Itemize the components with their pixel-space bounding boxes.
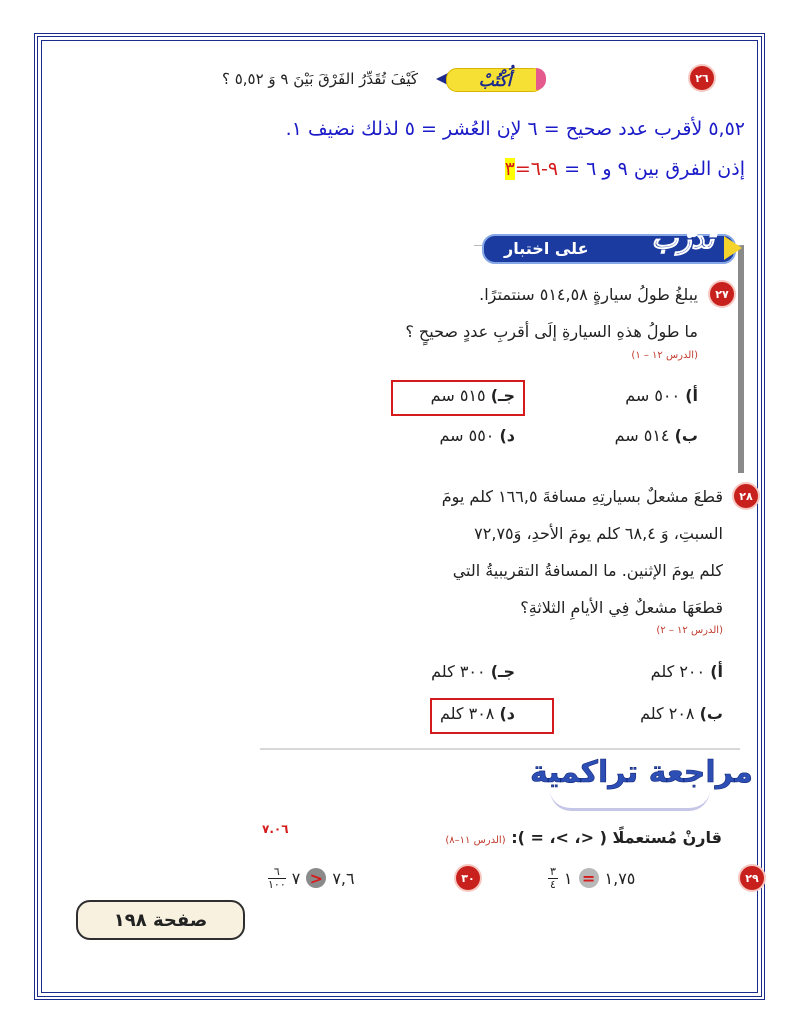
q27-option-d-text: ٥٥٠ سم xyxy=(439,426,495,445)
q30-fraction xyxy=(268,866,286,891)
review-instruction xyxy=(445,828,722,847)
q28-option-c-letter: جـ) xyxy=(490,662,515,681)
q29-answer-sign: = xyxy=(579,868,599,888)
q29-comparison xyxy=(548,862,635,894)
q28-option-a-letter: أ) xyxy=(710,662,723,681)
review-instruction-text: قارنْ مُستعملًا ( <، >، = ): xyxy=(511,828,722,847)
test-prep-logo: تدرَّب xyxy=(651,222,714,255)
q27-option-d-letter: د) xyxy=(499,426,515,445)
pencil-eraser-icon xyxy=(536,68,546,90)
q27-option-d xyxy=(439,426,515,445)
q27-option-a-letter: أ) xyxy=(685,386,698,405)
question-30-badge xyxy=(456,866,480,890)
question-28-line-4: قطعَهَا مشعلٌ فِي الأيامِ الثلاثةِ؟ xyxy=(520,598,723,617)
question-28-badge xyxy=(734,484,758,508)
question-27-lesson: (الدرس ١٢ – ١) xyxy=(631,350,698,361)
question-29-number: ٢٩ xyxy=(745,871,759,885)
q28-option-c xyxy=(431,662,515,681)
q28-option-b-letter: ب) xyxy=(699,704,723,723)
test-prep-banner xyxy=(452,220,742,272)
q28-option-a xyxy=(651,662,723,681)
page-number-box xyxy=(76,900,245,940)
q29-fraction xyxy=(548,866,558,891)
q30-whole: ٧ xyxy=(291,868,301,888)
question-27-line-2: ما طولُ هذهِ السيارةِ إلَى أقربِ عددٍ صحيحٍ ؟ xyxy=(405,322,698,341)
question-27-line-1: يبلغُ طولُ سيارةٍ ٥١٤,٥٨ سنتمترًا. xyxy=(479,285,698,304)
answer-26-expression: ٩-٦= xyxy=(514,158,559,180)
q27-option-a xyxy=(625,386,698,405)
question-30-number: ٣٠ xyxy=(461,871,475,885)
q27-option-c-letter: جـ) xyxy=(490,386,515,405)
question-26-text: كَيْفَ تُقَدِّرُ الفَرْقَ بَيْنَ ٩ وَ ٥,٥٢ ؟ xyxy=(221,70,418,88)
answer-26-line-1: ٥,٥٢ لأقرب عدد صحيح = ٦ لإن العُشر = ٥ لذلك نضيف ١. xyxy=(285,118,745,140)
question-28-line-1: قطعَ مشعلٌ بسيارتِهِ مسافةَ ١٦٦,٥ كلم يومَ xyxy=(441,487,723,506)
write-label-text: أُكْتُبْ xyxy=(446,68,544,92)
q27-option-c-text: ٥١٥ سم xyxy=(430,386,486,405)
q30-left-value: ٧,٦ xyxy=(332,868,355,888)
banner-arrow-icon xyxy=(724,236,742,260)
q29-left-value: ١,٧٥ xyxy=(604,868,636,888)
question-26-number: ٢٦ xyxy=(695,71,709,85)
q28-option-a-text: ٢٠٠ كلم xyxy=(650,662,706,681)
q27-option-b-text: ٥١٤ سم xyxy=(614,426,670,445)
q28-option-c-text: ٣٠٠ كلم xyxy=(431,662,486,681)
question-28-line-2: السبتِ، وَ ٦٨,٤ كلم يومَ الأحدِ، وَ٧٢,٧٥ xyxy=(474,524,723,543)
q28-option-b-text: ٢٠٨ كلم xyxy=(640,704,695,723)
question-27-number: ٢٧ xyxy=(715,287,729,301)
answer-26-prefix: إذن الفرق بين ٩ و ٦ = xyxy=(558,158,745,180)
q30-work-note: ٧.٠٦ xyxy=(262,822,289,836)
question-29-badge xyxy=(740,866,764,890)
review-divider xyxy=(260,748,740,750)
question-28-line-3: كلم يومَ الإثنين. ما المسافةُ التقريبيةُ التي xyxy=(452,561,723,580)
review-title: مراجعة تراكمية xyxy=(530,755,753,790)
question-26-badge xyxy=(690,66,714,90)
q27-option-b-letter: ب) xyxy=(674,426,698,445)
write-label xyxy=(436,64,546,94)
review-title-swoosh xyxy=(550,790,710,811)
question-28-number: ٢٨ xyxy=(739,489,753,503)
q27-option-c xyxy=(431,386,515,405)
q28-option-b xyxy=(640,704,723,723)
q27-option-b xyxy=(615,426,698,445)
q29-denominator: ٤ xyxy=(550,877,556,891)
q30-comparison xyxy=(268,862,355,894)
q28-option-d-letter: د) xyxy=(499,704,515,723)
q30-numerator: ٦ xyxy=(268,866,286,879)
test-prep-bar xyxy=(482,222,736,264)
answer-26-line-2 xyxy=(505,158,745,180)
q29-whole: ١ xyxy=(563,868,573,888)
answer-26-result: ٣ xyxy=(504,158,515,180)
q28-option-d-text: ٣٠٨ كلم xyxy=(439,704,495,723)
q28-option-d xyxy=(440,704,515,723)
page-number: صفحة ١٩٨ xyxy=(113,909,208,931)
q30-denominator: ١٠٠ xyxy=(268,877,286,891)
q27-option-a-text: ٥٠٠ سم xyxy=(625,386,681,405)
question-28-lesson: (الدرس ١٢ – ٢) xyxy=(656,625,723,636)
page-frame-inner xyxy=(41,40,758,993)
test-prep-label: على اختبار xyxy=(504,239,589,258)
question-27-badge xyxy=(710,282,734,306)
review-lesson: (الدرس ١١–٨) xyxy=(445,835,506,846)
q29-numerator: ٣ xyxy=(550,864,556,878)
q30-answer-sign: > xyxy=(306,868,326,888)
